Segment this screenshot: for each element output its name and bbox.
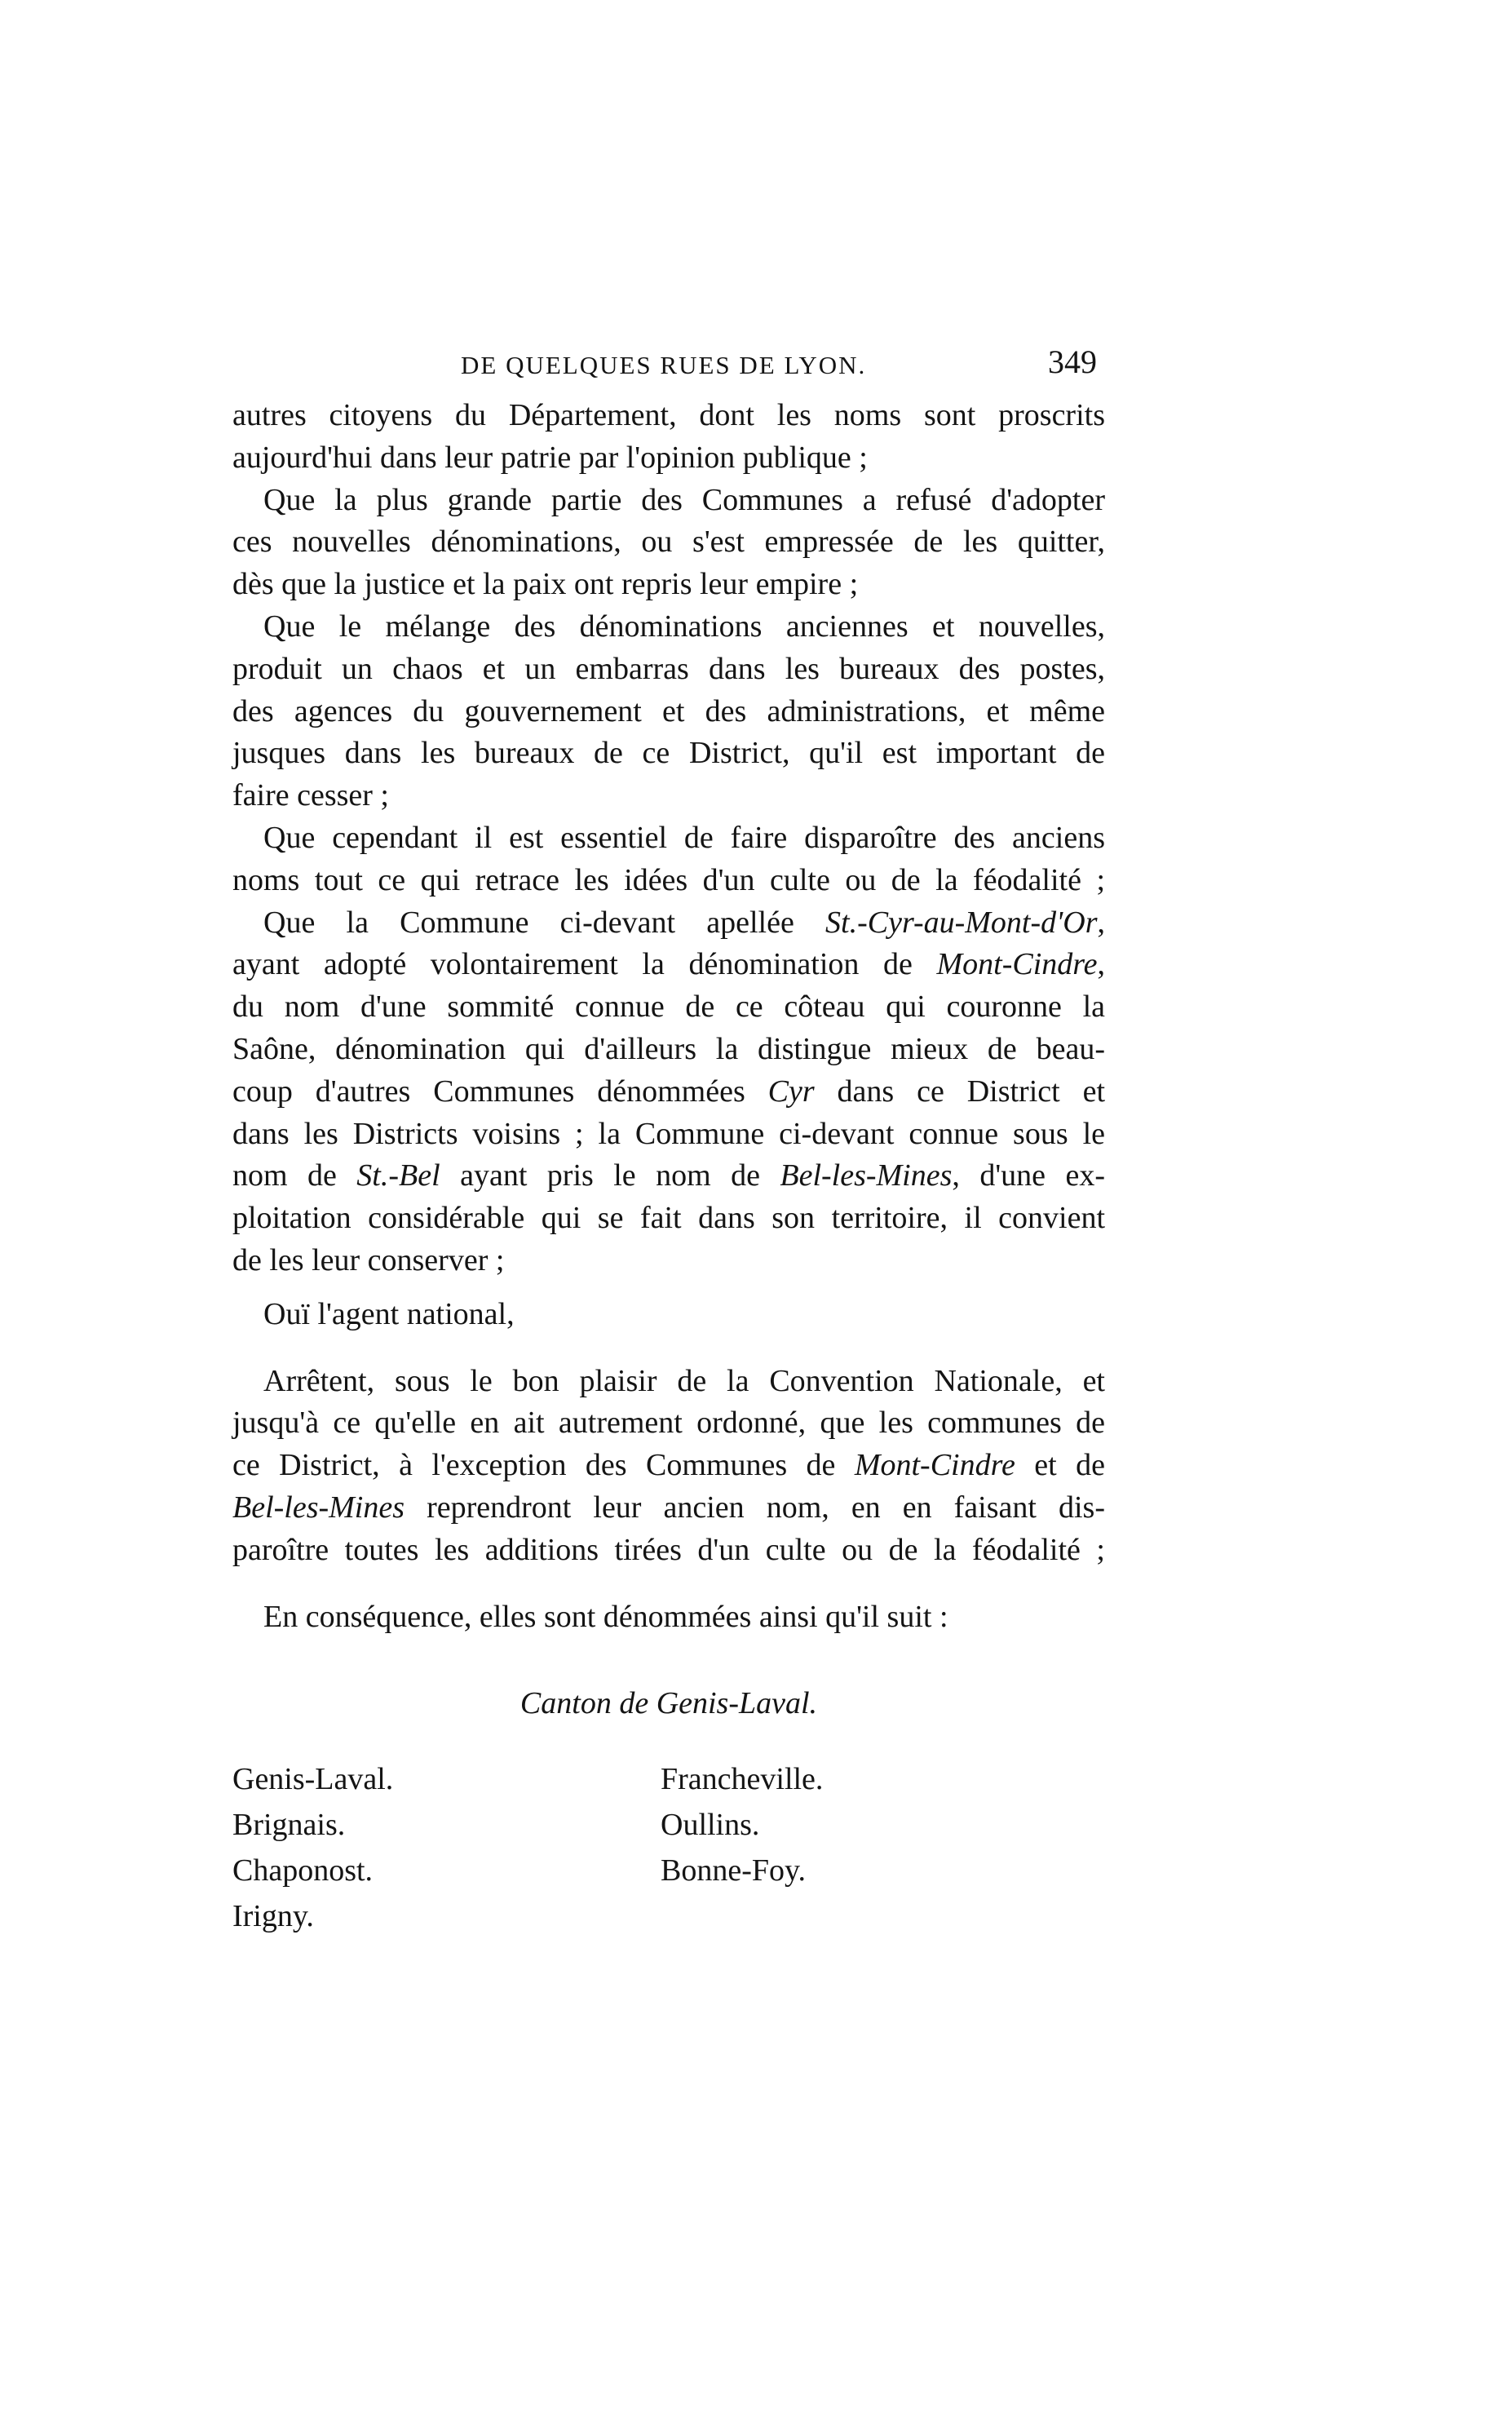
text-run: ces nouvelles dénominations, ou s'est empressée de les quitter,	[232, 525, 1105, 560]
text-line	[232, 775, 1105, 817]
italic-place-name: Cyr	[767, 1074, 815, 1109]
text-run: nom de	[232, 1158, 357, 1193]
text-run: dès que la justice et la paix ont repris leur empire ;	[232, 567, 859, 602]
text-run: Que la Commune ci-devant apellée	[263, 905, 826, 940]
text-run: coup d'autres Communes dénommées	[232, 1074, 768, 1109]
text-run: ,	[1097, 905, 1105, 940]
canton-heading: Canton de Genis-Laval.	[519, 1686, 818, 1720]
text-run: En conséquence, elles sont dénommées ainsi qu'il suit :	[263, 1599, 948, 1634]
text-run: dans les Districts voisins ; la Commune ci-devant connue sous le	[232, 1116, 1105, 1151]
text-run: Que le mélange des dénominations anciennes et nouvelles,	[263, 609, 1105, 644]
text-run: des agences du gouvernement et des administrations, et même	[232, 693, 1105, 728]
text-run: de les leur conserver ;	[232, 1242, 505, 1277]
text-line	[232, 986, 1105, 1029]
text-line	[232, 1240, 1105, 1282]
text-line	[232, 1596, 1105, 1639]
page-header	[232, 343, 1103, 392]
text-run: ce District, à l'exception des Communes de	[232, 1448, 855, 1483]
text-line	[232, 437, 1105, 480]
italic-place-name: Bel-les-Mines	[780, 1158, 953, 1193]
text-line	[232, 480, 1105, 522]
commune-name: Genis-Laval.	[232, 1762, 394, 1796]
text-run: Saône, dénomination qui d'ailleurs la distingue mieux de beau-	[232, 1031, 1105, 1066]
text-run: et de	[1015, 1448, 1105, 1483]
italic-place-name: Mont-Cindre	[854, 1448, 1015, 1483]
italic-place-name: Bel-les-Mines	[232, 1490, 405, 1525]
commune-name: Brignais.	[232, 1808, 346, 1842]
text-line	[232, 1071, 1105, 1114]
italic-place-name: St.-Cyr-au-Mont-d'Or	[825, 905, 1098, 940]
text-run: Ouï l'agent national,	[263, 1296, 515, 1331]
text-line	[232, 1402, 1105, 1445]
text-line	[232, 1445, 1105, 1487]
text-run: ,	[1097, 947, 1105, 982]
commune-list-left	[232, 1756, 393, 1939]
running-title: DE QUELQUES RUES DE LYON.	[461, 351, 867, 379]
text-run: ayant pris le nom de	[440, 1158, 780, 1193]
text-line	[232, 691, 1105, 733]
commune-name: Bonne-Foy.	[661, 1853, 807, 1888]
text-line	[232, 521, 1105, 564]
text-line	[232, 860, 1105, 902]
text-line	[232, 1114, 1105, 1156]
text-run: jusques dans les bureaux de ce District, qu'il est important de	[232, 736, 1105, 771]
text-run: noms tout ce qui retrace les idées d'un culte ou de la féodalité ;	[232, 862, 1105, 897]
italic-place-name: Mont-Cindre	[936, 947, 1098, 982]
text-run: Que la plus grande partie des Communes a refusé d'adopter	[263, 482, 1105, 517]
commune-name: Irigny.	[232, 1899, 314, 1933]
text-line	[232, 564, 1105, 606]
italic-place-name: St.-Bel	[356, 1158, 440, 1193]
page-number: 349	[1048, 343, 1097, 380]
text-run: dans ce District et	[814, 1074, 1106, 1109]
text-line	[232, 733, 1105, 775]
text-line	[232, 649, 1105, 691]
text-run: autres citoyens du Département, dont les noms sont proscrits	[232, 398, 1105, 432]
text-line	[232, 817, 1105, 860]
text-run: du nom d'une sommité connue de ce côteau qui couronne la	[232, 990, 1105, 1025]
commune-name: Francheville.	[661, 1762, 824, 1796]
text-run: , d'une ex-	[952, 1158, 1105, 1193]
commune-list-right	[661, 1756, 823, 1893]
text-run: reprendront leur ancien nom, en en faisant dis-	[405, 1490, 1105, 1525]
text-line	[232, 1198, 1105, 1240]
commune-name: Chaponost.	[232, 1853, 374, 1888]
text-line	[232, 944, 1105, 986]
body-text	[232, 395, 1105, 1638]
text-run: aujourd'hui dans leur patrie par l'opinion publique ;	[232, 440, 868, 475]
text-line	[232, 606, 1105, 649]
text-run: ploitation considérable qui se fait dans son territoire, il convient	[232, 1201, 1105, 1236]
text-line	[232, 1155, 1105, 1198]
text-run: Arrêtent, sous le bon plaisir de la Convention Nationale, et	[263, 1363, 1105, 1398]
text-run: produit un chaos et un embarras dans les bureaux des postes,	[232, 651, 1105, 686]
text-line	[232, 1487, 1105, 1530]
text-run: paroître toutes les additions tirées d'un culte ou de la féodalité ;	[232, 1532, 1105, 1567]
text-run: ayant adopté volontairement la dénomination de	[232, 947, 937, 982]
text-line	[232, 1361, 1105, 1403]
text-run: jusqu'à ce qu'elle en ait autrement ordonné, que les communes de	[232, 1406, 1105, 1441]
text-run: faire cesser ;	[232, 778, 389, 813]
text-line	[232, 1530, 1105, 1572]
text-line	[232, 902, 1105, 945]
text-run: Que cependant il est essentiel de faire disparoître des anciens	[263, 820, 1105, 855]
text-line	[232, 1294, 1105, 1336]
commune-name: Oullins.	[661, 1808, 760, 1842]
text-line	[232, 395, 1105, 437]
text-line	[232, 1029, 1105, 1071]
